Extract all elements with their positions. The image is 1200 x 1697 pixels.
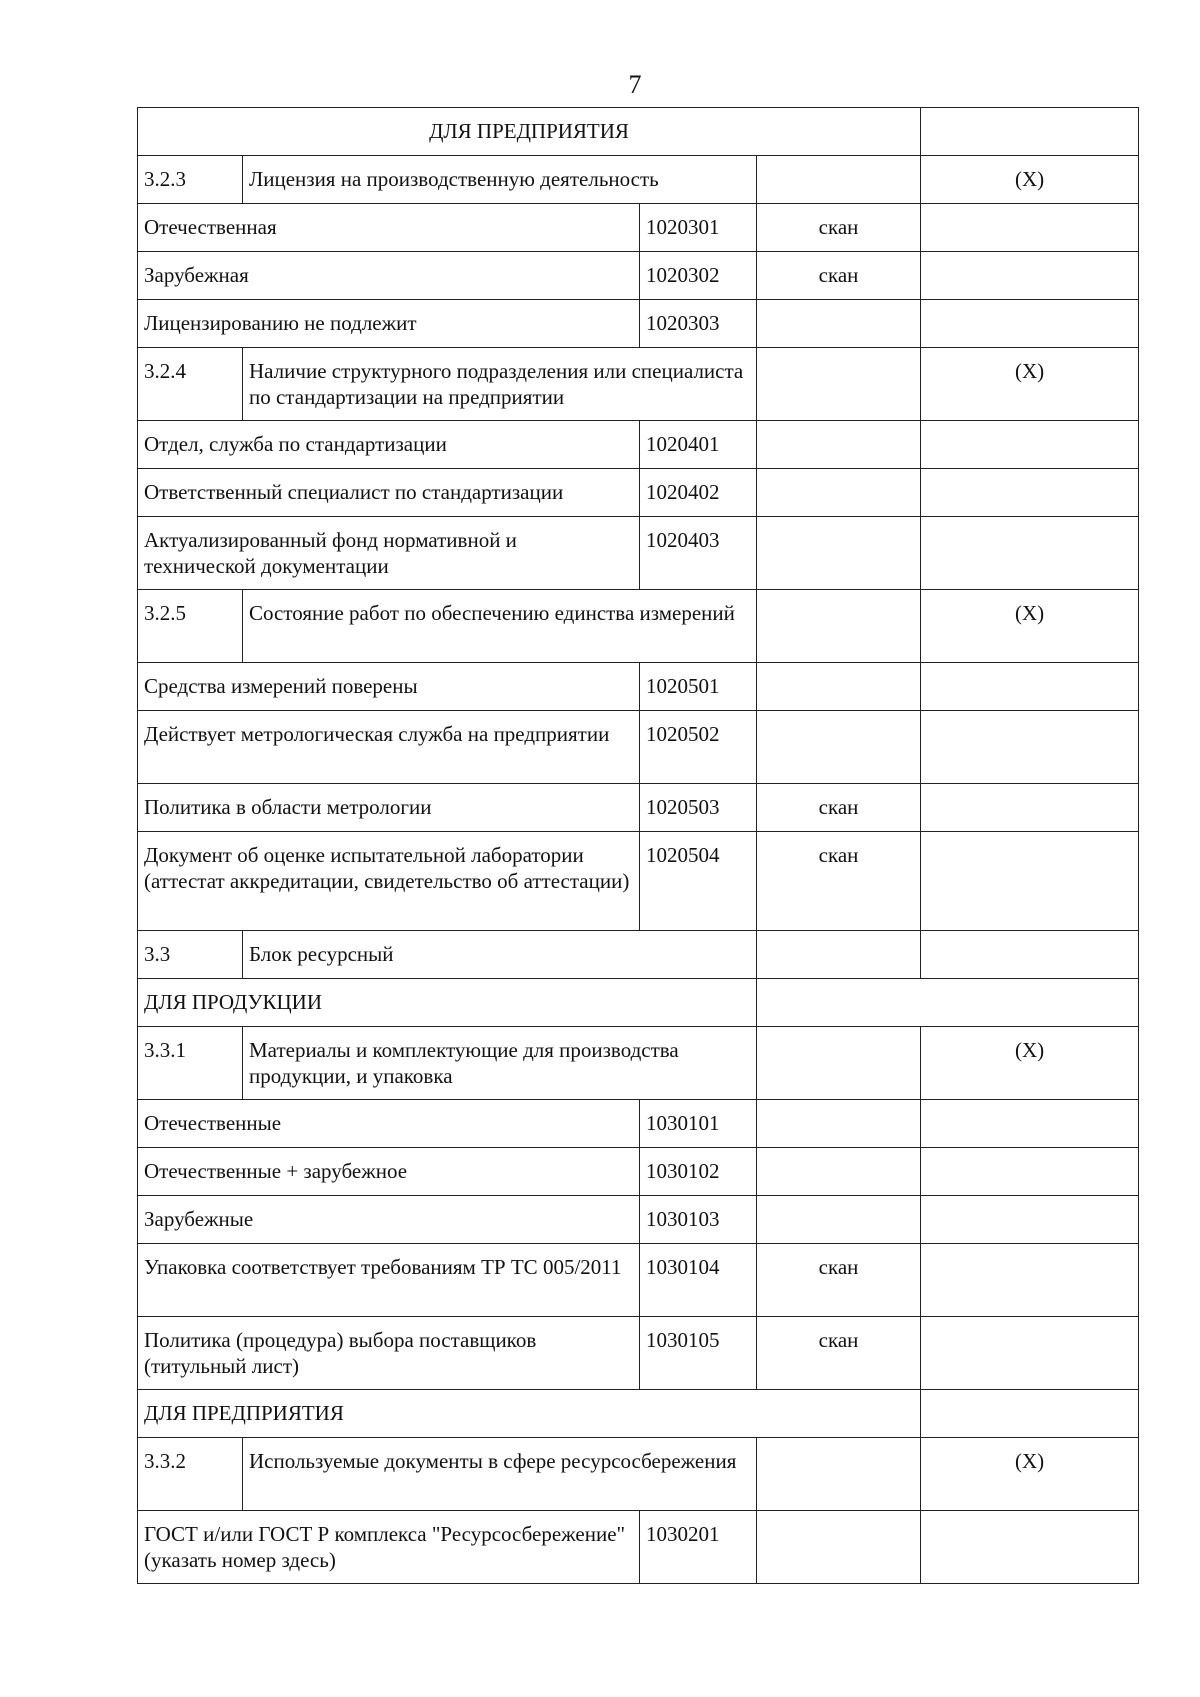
item-label: Средства измерений поверены [138, 663, 640, 711]
item-row [138, 711, 1139, 784]
item-code: 1020501 [640, 663, 757, 711]
item-label: Политика (процедура) выбора поставщиков (титульный лист) [138, 1317, 640, 1390]
empty-cell [757, 156, 921, 204]
scan-cell [757, 1148, 921, 1196]
empty-cell [921, 1317, 1139, 1390]
document-table [137, 107, 1139, 1584]
empty-cell [921, 1100, 1139, 1148]
item-code: 1030201 [640, 1511, 757, 1584]
mark-cell: (X) [921, 1438, 1139, 1511]
item-row [138, 1317, 1139, 1390]
subsection-title: Наличие структурного подразделения или специалиста по стандартизации на предприятии [243, 348, 757, 421]
subsection-row [138, 931, 1139, 979]
scan-cell [757, 1100, 921, 1148]
section-row [138, 1390, 1139, 1438]
item-label: Действует метрологическая служба на предприятии [138, 711, 640, 784]
scan-cell [757, 1196, 921, 1244]
item-label: Зарубежные [138, 1196, 640, 1244]
item-code: 1020401 [640, 421, 757, 469]
item-code: 1020504 [640, 832, 757, 931]
item-row [138, 663, 1139, 711]
scan-cell [757, 711, 921, 784]
scan-cell [757, 517, 921, 590]
scan-cell [757, 663, 921, 711]
item-label: Отечественные + зарубежное [138, 1148, 640, 1196]
item-row [138, 1100, 1139, 1148]
item-row [138, 1511, 1139, 1584]
empty-cell [921, 711, 1139, 784]
item-label: Отечественные [138, 1100, 640, 1148]
item-code: 1020503 [640, 784, 757, 832]
empty-cell [757, 348, 921, 421]
empty-cell [921, 1390, 1139, 1438]
empty-cell [921, 832, 1139, 931]
subsection-number: 3.3.1 [138, 1027, 243, 1100]
item-row [138, 252, 1139, 300]
section-title: ДЛЯ ПРЕДПРИЯТИЯ [138, 1390, 921, 1438]
subsection-number: 3.3.2 [138, 1438, 243, 1511]
mark-cell [921, 931, 1139, 979]
item-code: 1020403 [640, 517, 757, 590]
scan-cell: скан [757, 1317, 921, 1390]
scan-cell: скан [757, 832, 921, 931]
subsection-title: Блок ресурсный [243, 931, 757, 979]
subsection-number: 3.2.3 [138, 156, 243, 204]
scan-cell [757, 1511, 921, 1584]
empty-cell [757, 931, 921, 979]
empty-cell [757, 590, 921, 663]
empty-cell [921, 1244, 1139, 1317]
item-code: 1020301 [640, 204, 757, 252]
empty-cell [921, 252, 1139, 300]
scan-cell [757, 300, 921, 348]
item-label: Документ об оценке испытательной лаборатории (аттестат аккредитации, свидетельство об аттестации) [138, 832, 640, 931]
item-label: Зарубежная [138, 252, 640, 300]
item-label: Политика в области метрологии [138, 784, 640, 832]
item-label: ГОСТ и/или ГОСТ Р комплекса "Ресурсосбережение" (указать номер здесь) [138, 1511, 640, 1584]
item-code: 1020402 [640, 469, 757, 517]
mark-cell: (X) [921, 590, 1139, 663]
subsection-row [138, 590, 1139, 663]
empty-cell [921, 517, 1139, 590]
item-row [138, 421, 1139, 469]
empty-cell [921, 1196, 1139, 1244]
subsection-number: 3.3 [138, 931, 243, 979]
item-row [138, 1196, 1139, 1244]
empty-cell [921, 1511, 1139, 1584]
item-code: 1030101 [640, 1100, 757, 1148]
subsection-row [138, 1027, 1139, 1100]
empty-cell [921, 784, 1139, 832]
item-label: Актуализированный фонд нормативной и технической документации [138, 517, 640, 590]
empty-cell [921, 108, 1139, 156]
empty-cell [921, 663, 1139, 711]
subsection-row [138, 348, 1139, 421]
mark-cell: (X) [921, 348, 1139, 421]
item-row [138, 1244, 1139, 1317]
empty-cell [757, 1438, 921, 1511]
empty-cell [921, 1148, 1139, 1196]
section-title: ДЛЯ ПРОДУКЦИИ [138, 979, 757, 1027]
item-row [138, 469, 1139, 517]
subsection-number: 3.2.4 [138, 348, 243, 421]
item-code: 1020303 [640, 300, 757, 348]
item-label: Упаковка соответствует требованиям ТР ТС 005/2011 [138, 1244, 640, 1317]
subsection-row [138, 1438, 1139, 1511]
item-row [138, 517, 1139, 590]
subsection-title: Состояние работ по обеспечению единства измерений [243, 590, 757, 663]
empty-cell [921, 421, 1139, 469]
empty-cell [757, 1027, 921, 1100]
section-title: ДЛЯ ПРЕДПРИЯТИЯ [138, 108, 921, 156]
empty-cell [921, 300, 1139, 348]
mark-cell: (X) [921, 156, 1139, 204]
subsection-title: Лицензия на производственную деятельность [243, 156, 757, 204]
empty-cell [757, 979, 1139, 1027]
scan-cell: скан [757, 252, 921, 300]
scan-cell: скан [757, 204, 921, 252]
item-code: 1020502 [640, 711, 757, 784]
item-row [138, 300, 1139, 348]
subsection-title: Используемые документы в сфере ресурсосбережения [243, 1438, 757, 1511]
subsection-title: Материалы и комплектующие для производства продукции, и упаковка [243, 1027, 757, 1100]
empty-cell [921, 469, 1139, 517]
item-row [138, 784, 1139, 832]
item-row [138, 832, 1139, 931]
scan-cell: скан [757, 1244, 921, 1317]
item-row [138, 1148, 1139, 1196]
item-row [138, 204, 1139, 252]
item-label: Отечественная [138, 204, 640, 252]
section-row [138, 979, 1139, 1027]
scan-cell [757, 469, 921, 517]
scan-cell [757, 421, 921, 469]
item-label: Отдел, служба по стандартизации [138, 421, 640, 469]
item-label: Ответственный специалист по стандартизации [138, 469, 640, 517]
item-code: 1030104 [640, 1244, 757, 1317]
item-label: Лицензированию не подлежит [138, 300, 640, 348]
section-row [138, 108, 1139, 156]
item-code: 1030105 [640, 1317, 757, 1390]
empty-cell [921, 204, 1139, 252]
subsection-row [138, 156, 1139, 204]
subsection-number: 3.2.5 [138, 590, 243, 663]
mark-cell: (X) [921, 1027, 1139, 1100]
item-code: 1020302 [640, 252, 757, 300]
scan-cell: скан [757, 784, 921, 832]
table-body [138, 108, 1139, 1584]
page-number: 7 [628, 70, 642, 99]
item-code: 1030102 [640, 1148, 757, 1196]
item-code: 1030103 [640, 1196, 757, 1244]
